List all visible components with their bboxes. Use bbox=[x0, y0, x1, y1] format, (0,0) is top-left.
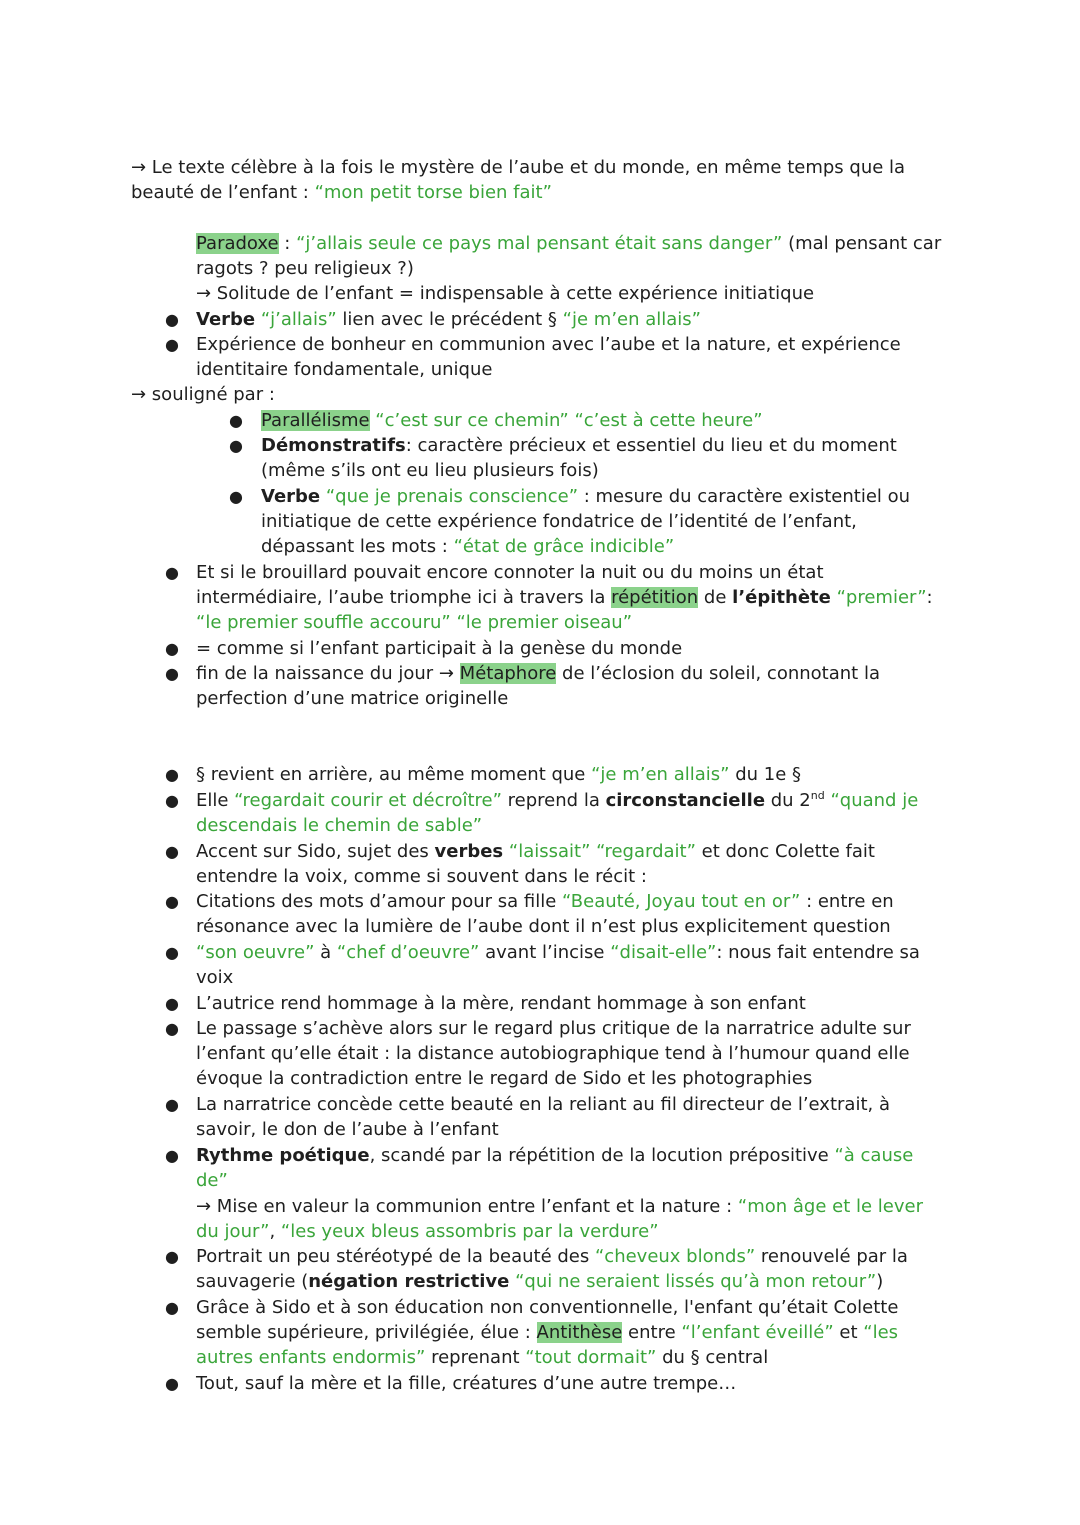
rythme-line-3: → Mise en valeur la communion entre l’enfant et la nature : “mon âge et le lever bbox=[196, 1196, 923, 1217]
bullet-icon: ● bbox=[165, 563, 179, 582]
quote: “je m’en allais” bbox=[591, 764, 730, 785]
quote: “premier” bbox=[830, 587, 927, 608]
highlight-term: Paradoxe bbox=[196, 233, 279, 254]
souligne-line: → souligné par : bbox=[131, 384, 275, 405]
bullet-icon: ● bbox=[165, 1146, 179, 1165]
quote: “les bbox=[863, 1322, 899, 1343]
citations-line-1: Citations des mots d’amour pour sa fille “Beauté, Joyau tout en or” : entre en bbox=[196, 891, 894, 912]
rythme-line-1: Rythme poétique, scandé par la répétition de la locution prépositive “à cause bbox=[196, 1145, 914, 1166]
quote: “à cause bbox=[834, 1145, 914, 1166]
paradoxe-line-1: Paradoxe : “j’allais seule ce pays mal pensant était sans danger” (mal pensant car bbox=[196, 233, 942, 254]
concede-line-2: savoir, le don de l’aube à l’enfant bbox=[196, 1119, 499, 1140]
bullet-icon: ● bbox=[165, 892, 179, 911]
quote: “qui ne seraient lissés qu’à mon retour” bbox=[509, 1271, 877, 1292]
quote: “je m’en allais” bbox=[562, 309, 702, 330]
oeuvre-line-2: voix bbox=[196, 967, 234, 988]
brouillard-line-3: “le premier souffle accouru” “le premier oiseau” bbox=[196, 612, 633, 633]
hommage-line: L’autrice rend hommage à la mère, rendant hommage à son enfant bbox=[196, 993, 806, 1014]
revient-line: § revient en arrière, au même moment que “je m’en allais” du 1e § bbox=[196, 764, 801, 785]
passage-line-2: l’enfant qu’elle était : la distance autobiographique tend à l’humour quand elle bbox=[196, 1043, 910, 1064]
verbe-line: Verbe “j’allais” lien avec le précédent § “je m’en allais” bbox=[196, 309, 702, 330]
verbe2-line-2: initiatique de cette expérience fondatrice de l’identité de l’enfant, bbox=[261, 511, 857, 532]
bullet-icon: ● bbox=[165, 994, 179, 1013]
bullet-icon: ● bbox=[165, 335, 179, 354]
concede-line-1: La narratrice concède cette beauté en la reliant au fil directeur de l’extrait, à bbox=[196, 1094, 890, 1115]
grace-line-2: semble supérieure, privilégiée, élue : Antithèse entre “l’enfant éveillé” et “les bbox=[196, 1322, 899, 1343]
quote: autres enfants endormis” bbox=[196, 1347, 426, 1368]
highlight-term: Antithèse bbox=[536, 1322, 623, 1343]
accent-line-2: entendre la voix, comme si souvent dans le récit : bbox=[196, 866, 647, 887]
quote: “regardait courir et décroître” bbox=[234, 790, 502, 811]
quote: “mon petit torse bien fait” bbox=[314, 182, 552, 203]
quote: “les yeux bleus assombris par la verdure” bbox=[280, 1221, 659, 1242]
naissance-line-2: perfection d’une matrice originelle bbox=[196, 688, 509, 709]
intro-line-2: beauté de l’enfant : “mon petit torse bien fait” bbox=[131, 182, 552, 203]
bullet-icon: ● bbox=[229, 487, 243, 506]
quote: “c’est sur ce chemin” “c’est à cette heure” bbox=[369, 410, 763, 431]
regardait-line-1: Elle “regardait courir et décroître” reprend la circonstancielle du 2nd “quand je bbox=[196, 789, 919, 811]
bullet-icon: ● bbox=[165, 791, 179, 810]
verbe2-line-3: dépassant les mots : “état de grâce indicible” bbox=[261, 536, 675, 557]
grace-line-1: Grâce à Sido et à son éducation non conventionnelle, l'enfant qu’était Colette bbox=[196, 1297, 899, 1318]
bullet-icon: ● bbox=[229, 411, 243, 430]
portrait-line-2: sauvagerie (négation restrictive “qui ne seraient lissés qu’à mon retour”) bbox=[196, 1271, 884, 1292]
bullet-icon: ● bbox=[165, 1247, 179, 1266]
passage-line-3: évoque la contradiction entre le regard de Sido et les photographies bbox=[196, 1068, 813, 1089]
bullet-icon: ● bbox=[165, 765, 179, 784]
demonstratifs-line-2: (même s’ils ont eu lieu plusieurs fois) bbox=[261, 460, 599, 481]
highlight-term: Métaphore bbox=[459, 663, 557, 684]
quote: “que je prenais conscience” bbox=[320, 486, 579, 507]
passage-line-1: Le passage s’achève alors sur le regard plus critique de la narratrice adulte sur bbox=[196, 1018, 911, 1039]
verbe2-line-1: Verbe “que je prenais conscience” : mesure du caractère existentiel ou bbox=[261, 486, 911, 507]
highlight-term: répétition bbox=[611, 587, 699, 608]
bullet-icon: ● bbox=[229, 436, 243, 455]
quote: “j’allais” bbox=[255, 309, 337, 330]
accent-line-1: Accent sur Sido, sujet des verbes “laissait” “regardait” et donc Colette fait bbox=[196, 841, 875, 862]
bonheur-line-2: identitaire fondamentale, unique bbox=[196, 359, 493, 380]
rythme-line-4: du jour”, “les yeux bleus assombris par la verdure” bbox=[196, 1221, 659, 1242]
quote: “j’allais seule ce pays mal pensant était sans danger” bbox=[296, 233, 783, 254]
regardait-line-2: descendais le chemin de sable” bbox=[196, 815, 483, 836]
quote: “laissait” “regardait” bbox=[503, 841, 696, 862]
quote: “état de grâce indicible” bbox=[453, 536, 675, 557]
oeuvre-line-1: “son oeuvre” à “chef d’oeuvre” avant l’incise “disait-elle”: nous fait entendre sa bbox=[196, 942, 920, 963]
bonheur-line-1: Expérience de bonheur en communion avec l’aube et la nature, et expérience bbox=[196, 334, 901, 355]
quote: du jour” bbox=[196, 1221, 270, 1242]
genese-line: = comme si l’enfant participait à la genèse du monde bbox=[196, 638, 683, 659]
quote: “Beauté, Joyau tout en or” bbox=[562, 891, 801, 912]
bullet-icon: ● bbox=[165, 664, 179, 683]
tout-line: Tout, sauf la mère et la fille, créatures d’une autre trempe… bbox=[196, 1373, 737, 1394]
bullet-icon: ● bbox=[165, 1298, 179, 1317]
quote: “l’enfant éveillé” bbox=[681, 1322, 834, 1343]
bullet-icon: ● bbox=[165, 842, 179, 861]
intro-line-1: → Le texte célèbre à la fois le mystère de l’aube et du monde, en même temps que la bbox=[131, 157, 906, 178]
quote: “tout dormait” bbox=[525, 1347, 657, 1368]
paradoxe-line-3: → Solitude de l’enfant = indispensable à cette expérience initiatique bbox=[196, 283, 815, 304]
quote: “disait-elle” bbox=[610, 942, 717, 963]
demonstratifs-line-1: Démonstratifs: caractère précieux et essentiel du lieu et du moment bbox=[261, 435, 897, 456]
quote: “son oeuvre” bbox=[196, 942, 315, 963]
brouillard-line-2: intermédiaire, l’aube triomphe ici à travers la répétition de l’épithète “premier”: bbox=[196, 587, 933, 608]
brouillard-line-1: Et si le brouillard pouvait encore connoter la nuit ou du moins un état bbox=[196, 562, 824, 583]
rythme-line-2: de” bbox=[196, 1170, 228, 1191]
quote: “mon âge et le lever bbox=[737, 1196, 923, 1217]
highlight-term: Parallélisme bbox=[261, 410, 370, 431]
parallelisme-line bbox=[261, 408, 763, 433]
portrait-line-1: Portrait un peu stéréotypé de la beauté des “cheveux blonds” renouvelé par la bbox=[196, 1246, 908, 1267]
bullet-icon: ● bbox=[165, 943, 179, 962]
quote: “quand je bbox=[824, 790, 919, 811]
bullet-icon: ● bbox=[165, 1374, 179, 1393]
citations-line-2: résonance avec la lumière de l’aube dont il n’est plus explicitement question bbox=[196, 916, 891, 937]
bullet-icon: ● bbox=[165, 1095, 179, 1114]
quote: “cheveux blonds” bbox=[594, 1246, 756, 1267]
paradoxe-line-2: ragots ? peu religieux ?) bbox=[196, 258, 414, 279]
bullet-icon: ● bbox=[165, 1019, 179, 1038]
bullet-icon: ● bbox=[165, 310, 179, 329]
grace-line-3: autres enfants endormis” reprenant “tout dormait” du § central bbox=[196, 1347, 769, 1368]
naissance-line-1: fin de la naissance du jour → Métaphore de l’éclosion du soleil, connotant la bbox=[196, 663, 880, 684]
quote: “chef d’oeuvre” bbox=[336, 942, 480, 963]
bullet-icon: ● bbox=[165, 639, 179, 658]
